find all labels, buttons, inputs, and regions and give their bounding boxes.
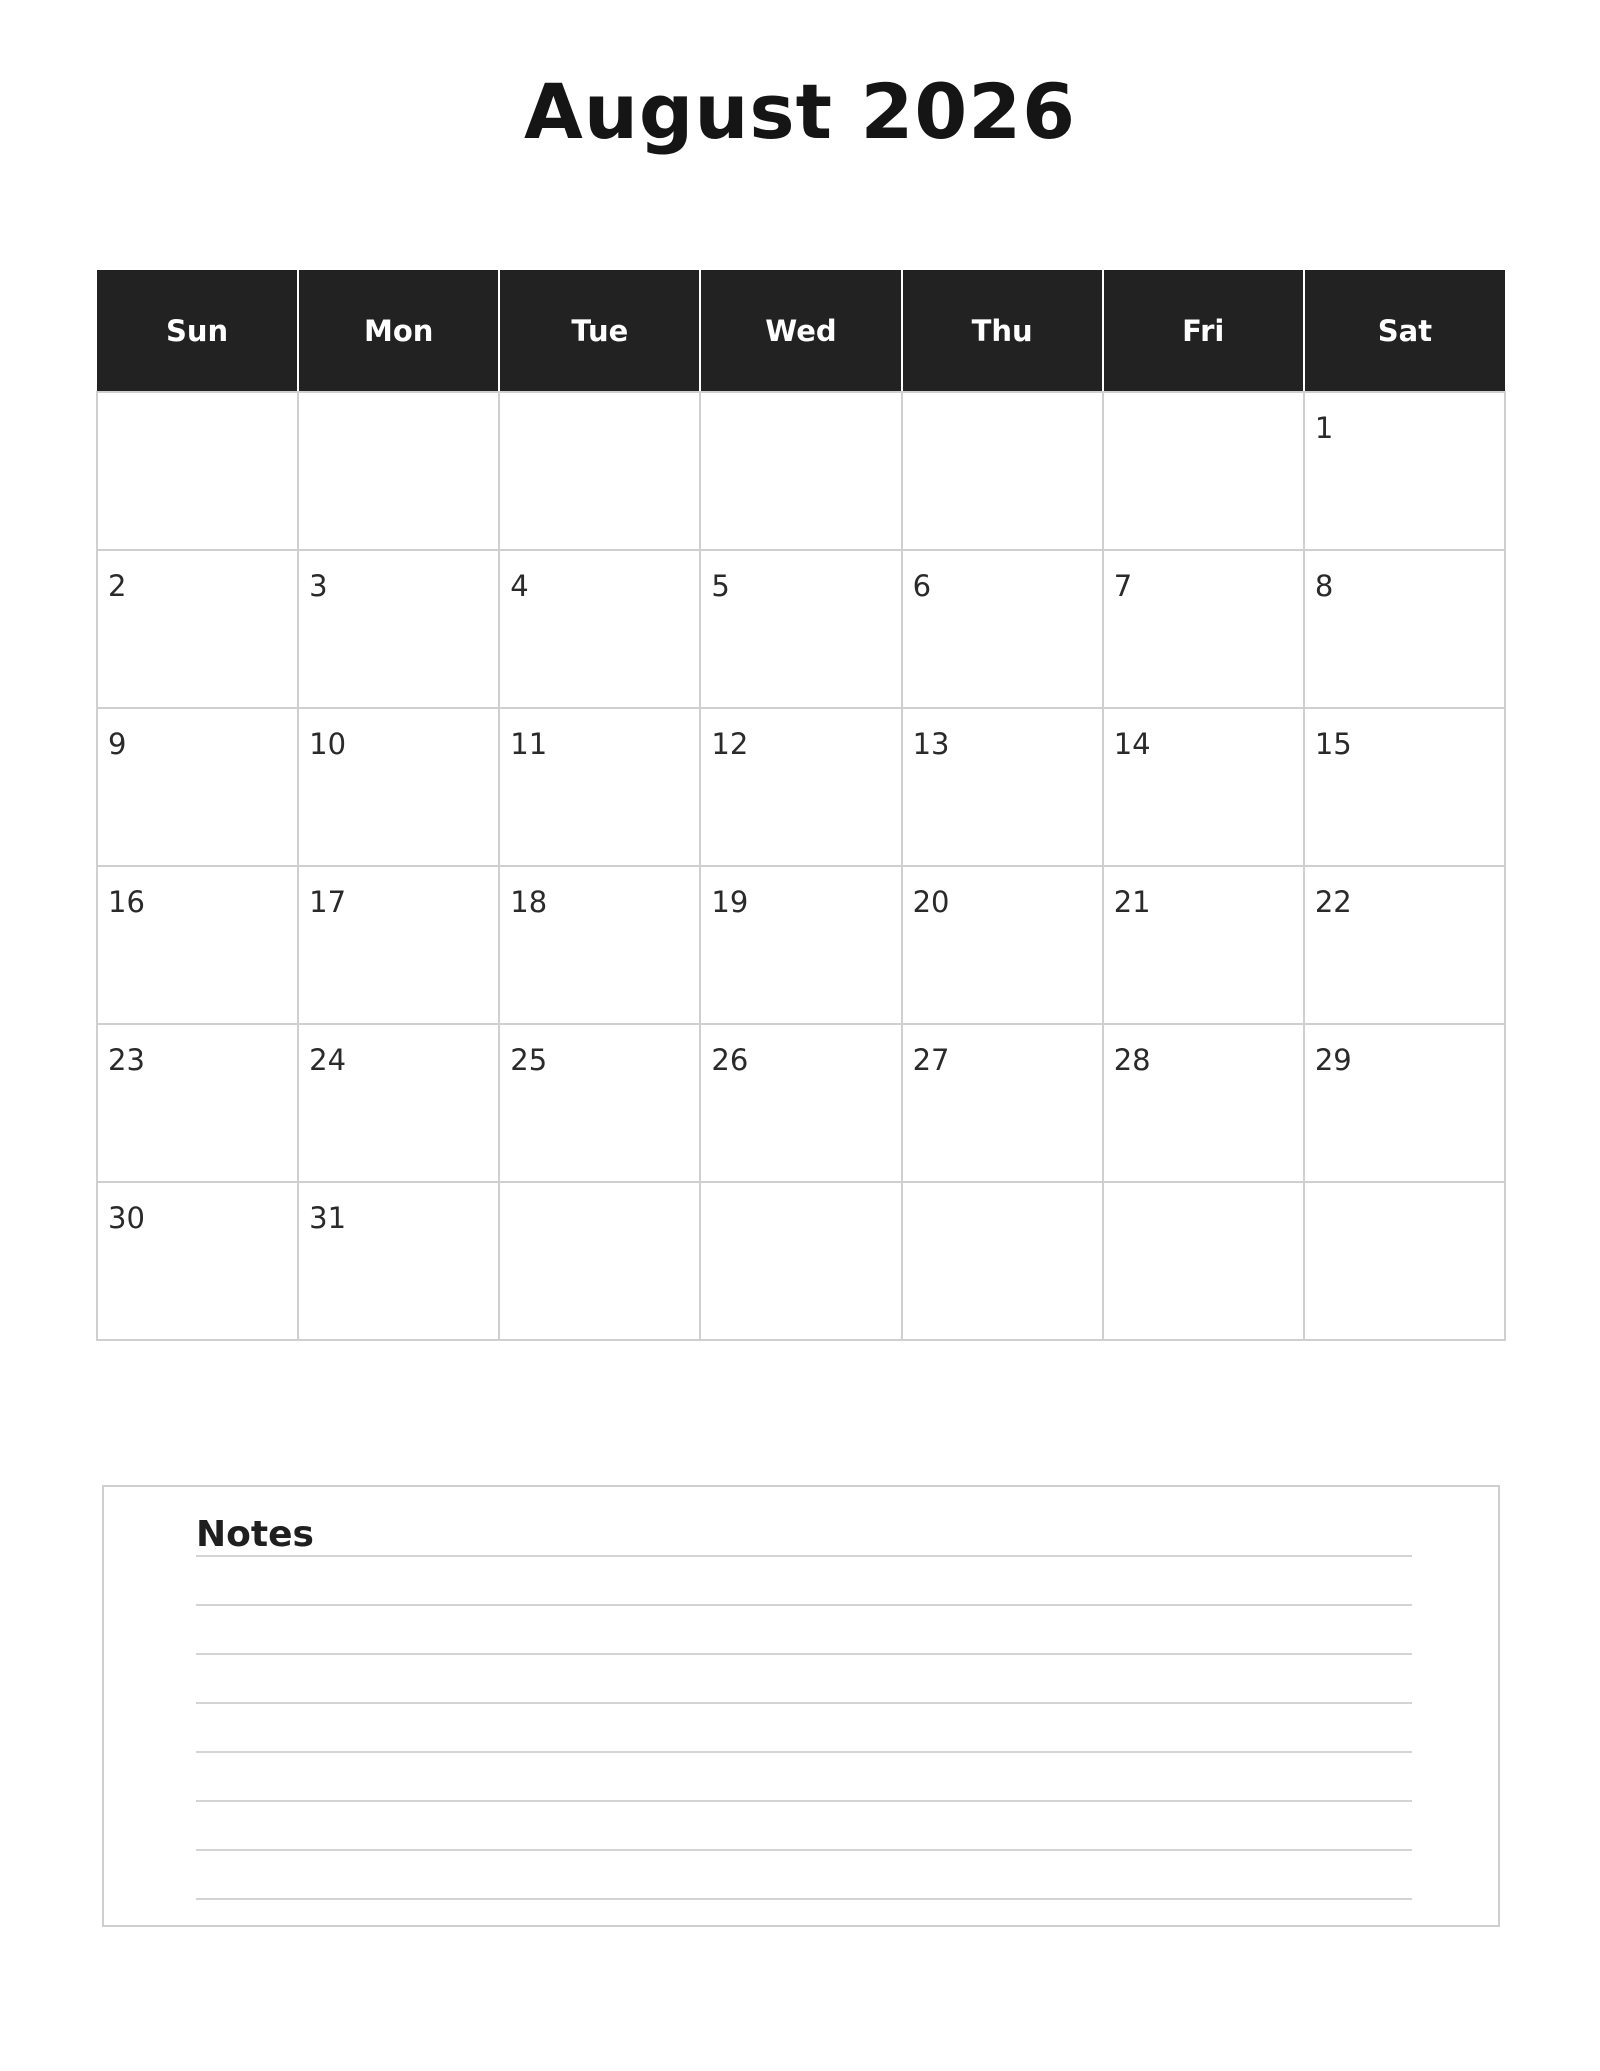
day-cell[interactable]	[1304, 866, 1505, 1024]
day-cell[interactable]	[1304, 550, 1505, 708]
day-number	[903, 393, 1102, 409]
note-line	[196, 1898, 1412, 1900]
weekday-sun: Sun	[97, 270, 298, 392]
empty-day-cell	[499, 1182, 700, 1340]
week-row	[97, 550, 1505, 708]
day-cell[interactable]	[700, 708, 901, 866]
weekday-mon: Mon	[298, 270, 499, 392]
empty-day-cell	[700, 392, 901, 550]
day-number: 14	[1113, 727, 1151, 761]
day-cell[interactable]	[700, 866, 901, 1024]
day-number	[701, 1183, 900, 1199]
day-number: 3	[309, 569, 328, 603]
day-cell[interactable]	[1304, 1024, 1505, 1182]
day-cell[interactable]	[499, 708, 700, 866]
day-cell[interactable]	[902, 550, 1103, 708]
day-number: 1	[1314, 411, 1334, 445]
day-number: 23	[108, 1043, 145, 1077]
day-cell[interactable]	[902, 866, 1103, 1024]
day-cell[interactable]	[499, 1024, 700, 1182]
note-line	[196, 1604, 1412, 1606]
day-cell[interactable]	[902, 1024, 1103, 1182]
day-number: 9	[108, 727, 127, 761]
day-cell[interactable]	[97, 708, 298, 866]
day-cell[interactable]	[499, 550, 700, 708]
day-number: 15	[1314, 727, 1352, 761]
day-number: 4	[510, 569, 529, 603]
day-number	[1104, 393, 1303, 409]
page-title: August 2026	[524, 67, 1076, 156]
day-number: 22	[1314, 885, 1352, 919]
day-number: 24	[309, 1043, 347, 1077]
day-cell[interactable]	[1103, 866, 1304, 1024]
day-cell[interactable]	[1103, 1024, 1304, 1182]
day-number	[98, 393, 297, 409]
day-number: 20	[912, 885, 950, 919]
empty-day-cell	[700, 1182, 901, 1340]
empty-day-cell	[97, 392, 298, 550]
day-number: 16	[108, 885, 145, 919]
day-cell[interactable]	[1304, 392, 1505, 550]
week-row	[97, 866, 1505, 1024]
day-number: 8	[1314, 569, 1334, 603]
day-number: 21	[1113, 885, 1151, 919]
day-number	[500, 393, 699, 409]
day-number: 13	[912, 727, 950, 761]
weekday-header-row	[97, 270, 1505, 392]
day-number: 27	[912, 1043, 950, 1077]
day-number: 25	[510, 1043, 548, 1077]
day-number: 12	[711, 727, 749, 761]
day-number: 6	[912, 569, 932, 603]
week-row	[97, 708, 1505, 866]
day-number: 11	[510, 727, 548, 761]
empty-day-cell	[902, 1182, 1103, 1340]
day-cell[interactable]	[97, 1182, 298, 1340]
day-cell[interactable]	[1103, 708, 1304, 866]
day-cell[interactable]	[298, 866, 499, 1024]
day-cell[interactable]	[298, 1024, 499, 1182]
weekday-wed: Wed	[700, 270, 901, 392]
day-cell[interactable]	[700, 550, 901, 708]
note-line	[196, 1555, 1412, 1557]
empty-day-cell	[1103, 1182, 1304, 1340]
day-number: 17	[309, 885, 347, 919]
note-line	[196, 1702, 1412, 1704]
day-number	[299, 393, 498, 409]
weekday-fri: Fri	[1103, 270, 1304, 392]
day-cell[interactable]	[298, 1182, 499, 1340]
day-cell[interactable]	[298, 550, 499, 708]
day-number	[500, 1183, 699, 1199]
day-cell[interactable]	[97, 550, 298, 708]
day-number: 30	[108, 1201, 145, 1235]
day-number: 26	[711, 1043, 749, 1077]
day-cell[interactable]	[1103, 550, 1304, 708]
day-number: 18	[510, 885, 548, 919]
day-number	[1305, 1183, 1504, 1199]
day-cell[interactable]	[700, 1024, 901, 1182]
day-cell[interactable]	[97, 1024, 298, 1182]
day-number: 10	[309, 727, 347, 761]
empty-day-cell	[902, 392, 1103, 550]
notes-box	[102, 1485, 1500, 1927]
weekday-sat: Sat	[1304, 270, 1505, 392]
day-number: 5	[711, 569, 730, 603]
week-row	[97, 392, 1505, 550]
notes-title: Notes	[196, 1514, 314, 1555]
note-line	[196, 1849, 1412, 1851]
empty-day-cell	[1103, 392, 1304, 550]
note-line	[196, 1751, 1412, 1753]
day-number	[1104, 1183, 1303, 1199]
day-cell[interactable]	[97, 866, 298, 1024]
day-cell[interactable]	[902, 708, 1103, 866]
note-line	[196, 1653, 1412, 1655]
day-number: 7	[1113, 569, 1133, 603]
weekday-thu: Thu	[902, 270, 1103, 392]
empty-day-cell	[499, 392, 700, 550]
note-line	[196, 1800, 1412, 1802]
day-number	[701, 393, 900, 409]
empty-day-cell	[298, 392, 499, 550]
week-row	[97, 1182, 1505, 1340]
day-cell[interactable]	[499, 866, 700, 1024]
empty-day-cell	[1304, 1182, 1505, 1340]
weekday-tue: Tue	[499, 270, 700, 392]
day-number: 31	[309, 1201, 347, 1235]
day-number: 28	[1113, 1043, 1151, 1077]
calendar-grid	[96, 270, 1506, 1341]
day-number: 19	[711, 885, 749, 919]
day-number: 2	[108, 569, 127, 603]
day-cell[interactable]	[1304, 708, 1505, 866]
day-number	[903, 1183, 1102, 1199]
week-row	[97, 1024, 1505, 1182]
day-cell[interactable]	[298, 708, 499, 866]
day-number: 29	[1314, 1043, 1352, 1077]
